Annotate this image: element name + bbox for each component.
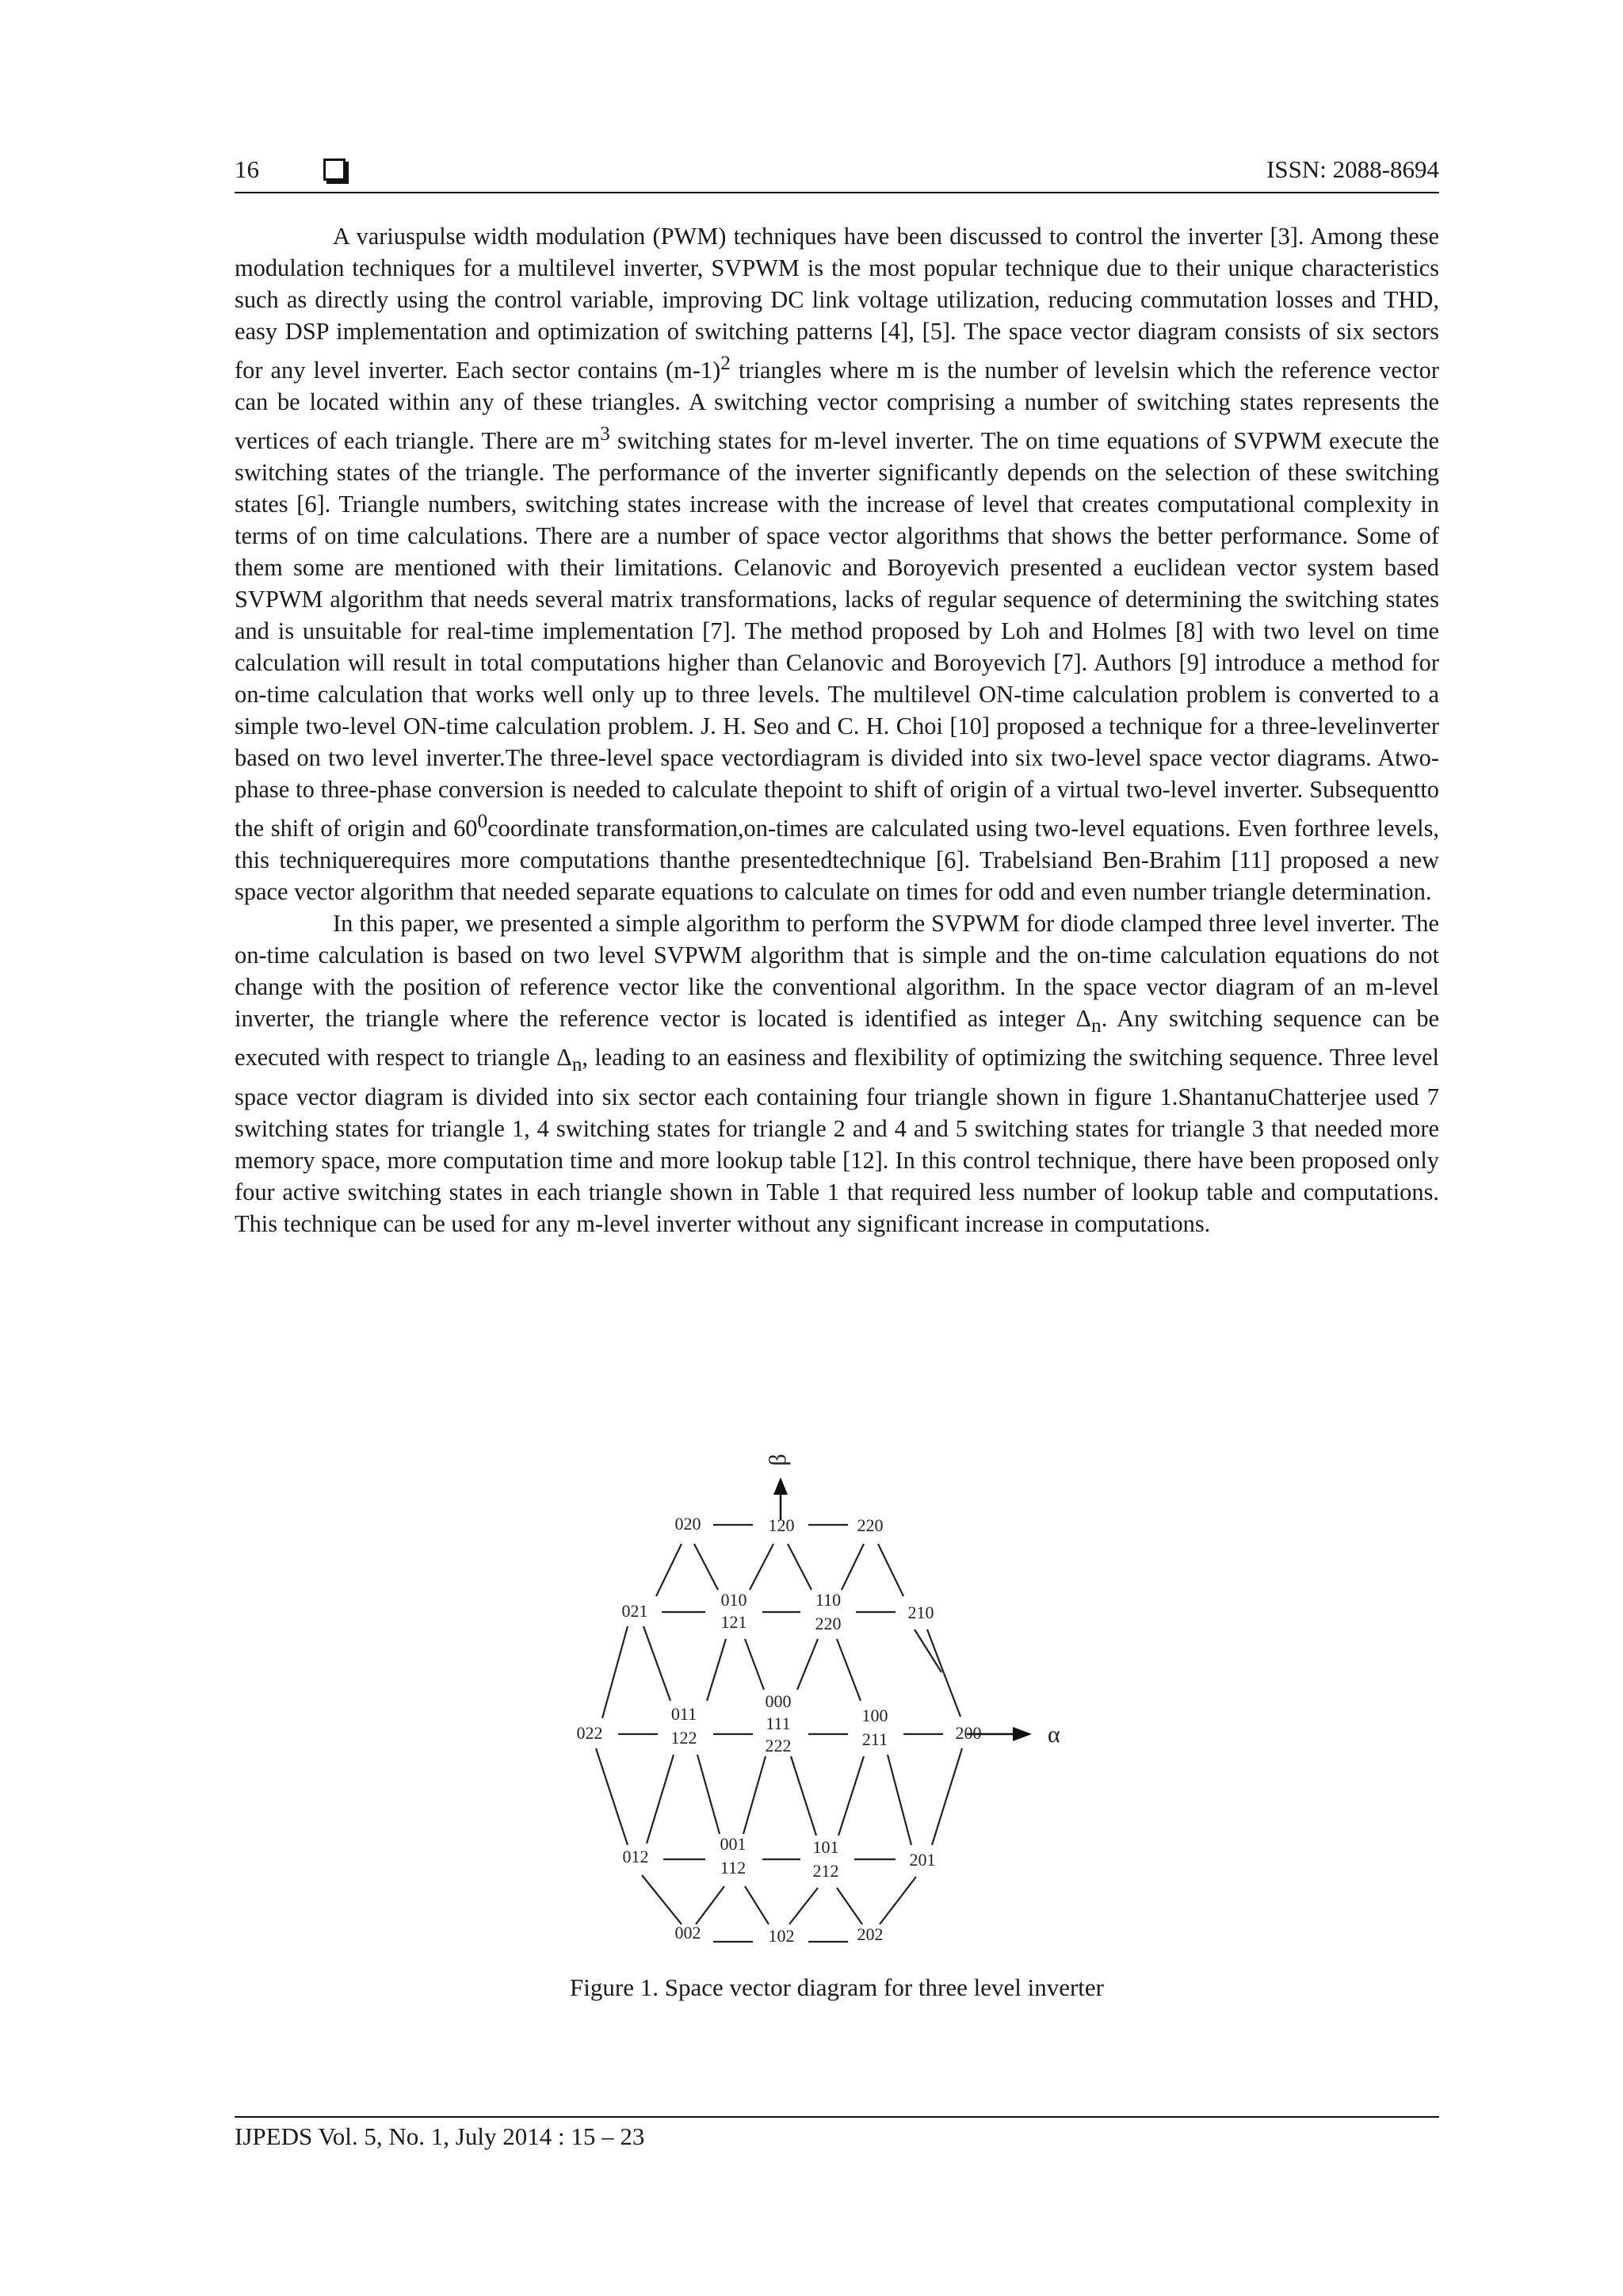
diagram-edge [596,1748,628,1845]
diagram-edge [880,1877,916,1924]
diagram-edge [932,1748,962,1845]
svg-text:002: 002 [674,1923,701,1943]
svg-text:212: 212 [812,1861,839,1881]
node-011 [671,1704,697,1748]
svg-text:211: 211 [861,1729,888,1749]
space-vector-diagram [555,1442,1109,1950]
diagram-edge [745,1639,764,1690]
diagram-edge [602,1626,628,1718]
diagram-edge [694,1544,718,1590]
node-010 [721,1590,747,1632]
alpha-arrow-icon [1013,1727,1032,1741]
diagram-edge [842,1544,864,1590]
issn-label: ISSN: 2088-8694 [1266,155,1439,183]
svg-text:220: 220 [815,1614,842,1633]
diagram-edge [656,1544,682,1596]
body-text [235,220,1439,1240]
diagram-edge [915,1629,941,1672]
node-022 [577,1723,603,1743]
svg-text:112: 112 [720,1858,747,1878]
node-020 [675,1514,701,1534]
svg-text:222: 222 [765,1736,792,1755]
node-002 [675,1923,701,1943]
node-210 [908,1603,934,1622]
header-divider [235,192,1439,193]
svg-text:001: 001 [720,1834,747,1854]
beta-arrow-icon [773,1477,788,1495]
svg-text:202: 202 [857,1924,884,1944]
node-021 [622,1601,648,1621]
diagram-edge [878,1544,903,1596]
page-header [235,155,1439,195]
node-220 [857,1515,884,1535]
diagram-edge [791,1756,816,1836]
diagram-edge [707,1639,726,1701]
diagram-edge [743,1756,766,1834]
checkbox-icon [323,159,346,181]
svg-text:020: 020 [674,1514,701,1534]
diagram-edges [596,1525,962,1942]
diagram-edge [888,1755,911,1845]
node-012 [623,1847,649,1866]
diagram-edge [788,1544,812,1590]
node-102 [769,1926,795,1946]
diagram-edge [838,1756,864,1836]
svg-text:021: 021 [621,1601,648,1621]
svg-text:011: 011 [670,1704,697,1724]
diagram-edge [647,1755,674,1843]
diagram-edge [797,1639,818,1690]
node-001 [720,1834,747,1878]
diagram-edge [696,1886,724,1924]
diagram-edge [697,1755,720,1834]
diagram-edge [837,1639,861,1701]
diagram-edge [789,1888,818,1924]
diagram-edge [642,1875,682,1924]
paragraph-2: In this paper, we presented a simple algorithm to perform the SVPWM for diode clamped three level inverter. The on-time calculation is based on two level SVPWM algorithm that is simple and the on-time calculation equations do not change with the position of reference vector like the conventional algorithm. In the space vector diagram of an m-level inverter, the triangle where the reference vector is located is identified as integer $\Delta_n$. Any switching sequence can be executed with respect to triangle $\Delta_n$, leading to an easiness and flexibility of optimizing the switching sequence. Three level space vector diagram is divided into six sector each containing four triangle shown in figure 1.ShantanuChatterjee used 7 switching states for triangle 1, 4 switching states for triangle 2 and 4 and 5 switching states for triangle 3 that needed more memory space, more computation time and more lookup table [12]. In this control technique, there have been proposed only four active switching states in each triangle shown in Table 1 that required less number of lookup table and computations. This technique can be used for any m-level inverter without any significant increase in computations. [235,910,1440,1237]
diagram-edge [927,1629,960,1717]
alpha-axis-label: α [1048,1721,1060,1748]
svg-text:121: 121 [720,1612,747,1632]
diagram-edge [750,1544,773,1590]
node-000 [766,1691,792,1755]
node-202 [857,1924,884,1944]
paragraph-1: A variuspulse width modulation (PWM) techniques have been discussed to control the inverter [3]. Among these modulation techniques for a multilevel inverter, SVPWM is the most popular technique due to their unique characteristics such as directly using the control variable, improving DC link voltage utilization, reducing commutation losses and THD, easy DSP implementation and optimization of switching patterns [4], [5]. The space vector diagram consists of six sectors for any level inverter. Each sector contains $(m-1)^2$ triangles where m is the number of levelsin which the reference vector can be located within any of these triangles. A switching vector comprising a number of switching states represents the vertices of each triangle. There are $m^3$ switching states for m-level inverter. The on time equations of SVPWM execute the switching states of the triangle. The performance of the inverter significantly depends on the selection of these switching states [6]. Triangle numbers, switching states increase with the increase of level that creates computational complexity in terms of on time calculations. There are a number of space vector algorithms that shows the better performance. Some of them some are mentioned with their limitations. Celanovic and Boroyevich presented a euclidean vector system based SVPWM algorithm that needs several matrix transformations, lacks of regular sequence of determining the switching states and is unsuitable for real-time implementation [7]. The method proposed by Loh and Holmes [8] with two level on time calculation will result in total computations higher than Celanovic and Boroyevich [7]. Authors [9] introduce a method for on-time calculation that works well only up to three levels. The multilevel ON-time calculation problem is converted to a simple two-level ON-time calculation problem. J. H. Seo and C. H. Choi [10] proposed a technique for a three-levelinverter based on two level inverter.The three-level space vectordiagram is divided into six two-level space vector diagrams. Atwo-phase to three-phase conversion is needed to calculate thepoint to shift of origin of a virtual two-level inverter. Subsequentto the shift of origin and $60^0coordinate$ transformation,on-times are calculated using two-level equations. Even forthree levels, this techniquerequires more computations thanthe presentedtechnique [6]. Trabelsiand Ben-Brahim [11] proposed a new space vector algorithm that needed separate equations to calculate on times for odd and even number triangle determination. [235,223,1440,906]
footer-citation: IJPEDS Vol. 5, No. 1, July 2014 : 15 – 23 [235,2122,645,2150]
svg-text:111: 111 [766,1713,791,1733]
svg-text:000: 000 [765,1691,792,1711]
svg-text:120: 120 [768,1515,795,1535]
svg-text:100: 100 [861,1706,888,1725]
diagram-edge [643,1626,670,1701]
page-number: 16 [235,155,259,183]
svg-text:200: 200 [955,1723,982,1743]
figure-caption: Figure 1. Space vector diagram for three level inverter [570,1973,1104,2001]
svg-text:201: 201 [909,1850,936,1870]
footer-divider [235,2116,1439,2118]
svg-text:110: 110 [815,1590,842,1610]
svg-text:210: 210 [907,1603,934,1622]
svg-text:220: 220 [857,1515,884,1535]
node-101 [813,1837,839,1881]
svg-text:122: 122 [670,1728,697,1748]
node-100 [862,1706,888,1749]
node-200 [956,1723,982,1743]
node-110 [815,1590,842,1633]
diagram-edge [745,1886,769,1924]
svg-text:010: 010 [720,1590,747,1610]
beta-axis-label: β [765,1454,791,1466]
node-201 [910,1850,936,1870]
svg-text:101: 101 [812,1837,839,1857]
svg-text:012: 012 [622,1847,649,1866]
svg-text:022: 022 [576,1723,603,1743]
node-120 [769,1515,795,1535]
diagram-edge [837,1888,862,1924]
svg-text:102: 102 [768,1926,795,1946]
